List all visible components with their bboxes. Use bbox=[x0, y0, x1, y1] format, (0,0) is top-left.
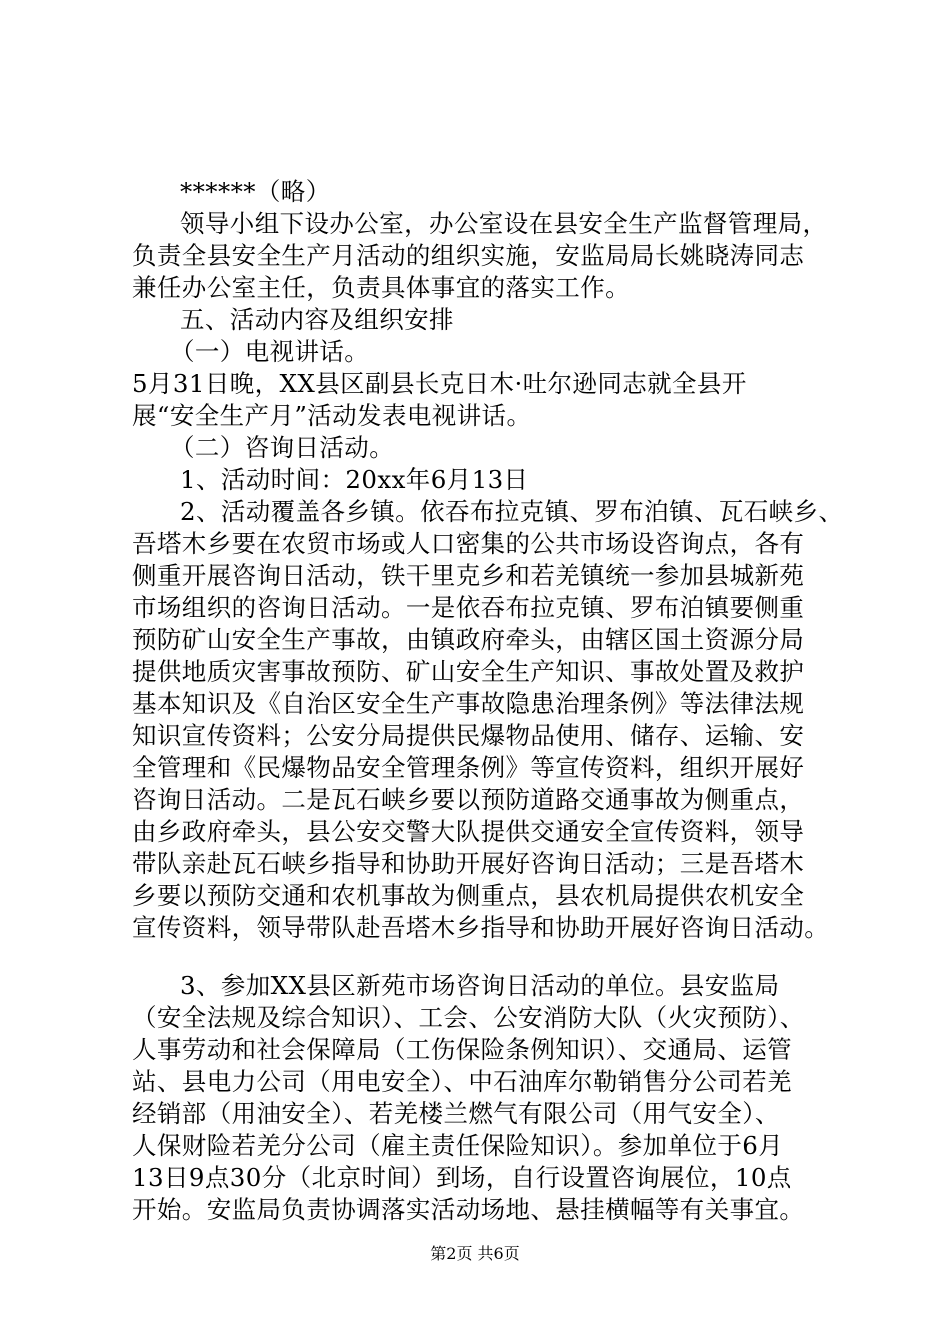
text-line: 乡要以预防交通和农机事故为侧重点，县农机局提供农机安全 bbox=[132, 881, 805, 910]
text-line: 知识宣传资料；公安分局提供民爆物品使用、储存、运输、安 bbox=[132, 721, 805, 750]
text-line: 1、活动时间：20xx年6月13日 bbox=[180, 465, 529, 494]
section-heading: 五、活动内容及组织安排 bbox=[180, 305, 454, 334]
text-line: 3、参加XX县区新苑市场咨询日活动的单位。县安监局 bbox=[180, 971, 780, 1000]
text-line: 带队亲赴瓦石峡乡指导和协助开展好咨询日活动；三是吾塔木 bbox=[132, 849, 805, 878]
subsection-heading: （一）电视讲话。 bbox=[170, 337, 370, 366]
text-line: 人保财险若羌分公司（雇主责任保险知识）。参加单位于6月 bbox=[132, 1131, 784, 1160]
text-line: 领导小组下设办公室，办公室设在县安全生产监督管理局， bbox=[180, 209, 828, 238]
text-line: 人事劳动和社会保障局（工伤保险条例知识）、交通局、运管 bbox=[132, 1035, 793, 1064]
text-line: 预防矿山安全生产事故，由镇政府牵头，由辖区国土资源分局 bbox=[132, 625, 805, 654]
text-line: 宣传资料，领导带队赴吾塔木乡指导和协助开展好咨询日活动。 bbox=[132, 913, 830, 942]
text-line: 13日9点30分（北京时间）到场，自行设置咨询展位，10点 bbox=[132, 1163, 792, 1192]
text-line: （安全法规及综合知识）、工会、公安消防大队（火灾预防）、 bbox=[132, 1003, 805, 1032]
text-line: 2、活动覆盖各乡镇。依吞布拉克镇、罗布泊镇、瓦石峡乡、 bbox=[180, 497, 844, 526]
text-line: 经销部（用油安全）、若羌楼兰燃气有限公司（用气安全）、 bbox=[132, 1099, 780, 1128]
text-line: 全管理和《民爆物品安全管理条例》等宣传资料，组织开展好 bbox=[132, 753, 805, 782]
text-line: 侧重开展咨询日活动，铁干里克乡和若羌镇统一参加县城新苑 bbox=[132, 561, 805, 590]
text-line: 5月31日晚，XX县区副县长克日木·吐尔逊同志就全县开 bbox=[132, 369, 747, 398]
text-line: 提供地质灾害事故预防、矿山安全生产知识、事故处置及救护 bbox=[132, 657, 805, 686]
subsection-heading: （二）咨询日活动。 bbox=[170, 433, 395, 462]
text-line: 咨询日活动。二是瓦石峡乡要以预防道路交通事故为侧重点， bbox=[132, 785, 805, 814]
text-line: ******（略） bbox=[180, 177, 331, 206]
text-line: 站、县电力公司（用电安全）、中石油库尔勒销售分公司若羌 bbox=[132, 1067, 793, 1096]
text-line: 展“安全生产月”活动发表电视讲话。 bbox=[132, 401, 532, 430]
text-line: 市场组织的咨询日活动。一是依吞布拉克镇、罗布泊镇要侧重 bbox=[132, 593, 805, 622]
page-footer: 第2页 共6页 bbox=[430, 1244, 520, 1263]
text-line: 开始。安监局负责协调落实活动场地、悬挂横幅等有关事宜。 bbox=[132, 1195, 805, 1224]
text-line: 吾塔木乡要在农贸市场或人口密集的公共市场设咨询点，各有 bbox=[132, 529, 805, 558]
text-line: 兼任办公室主任，负责具体事宜的落实工作。 bbox=[132, 273, 630, 302]
text-line: 基本知识及《自治区安全生产事故隐患治理条例》等法律法规 bbox=[132, 689, 805, 718]
text-line: 负责全县安全生产月活动的组织实施，安监局局长姚晓涛同志 bbox=[132, 241, 805, 270]
text-line: 由乡政府牵头，县公安交警大队提供交通安全宣传资料，领导 bbox=[132, 817, 805, 846]
